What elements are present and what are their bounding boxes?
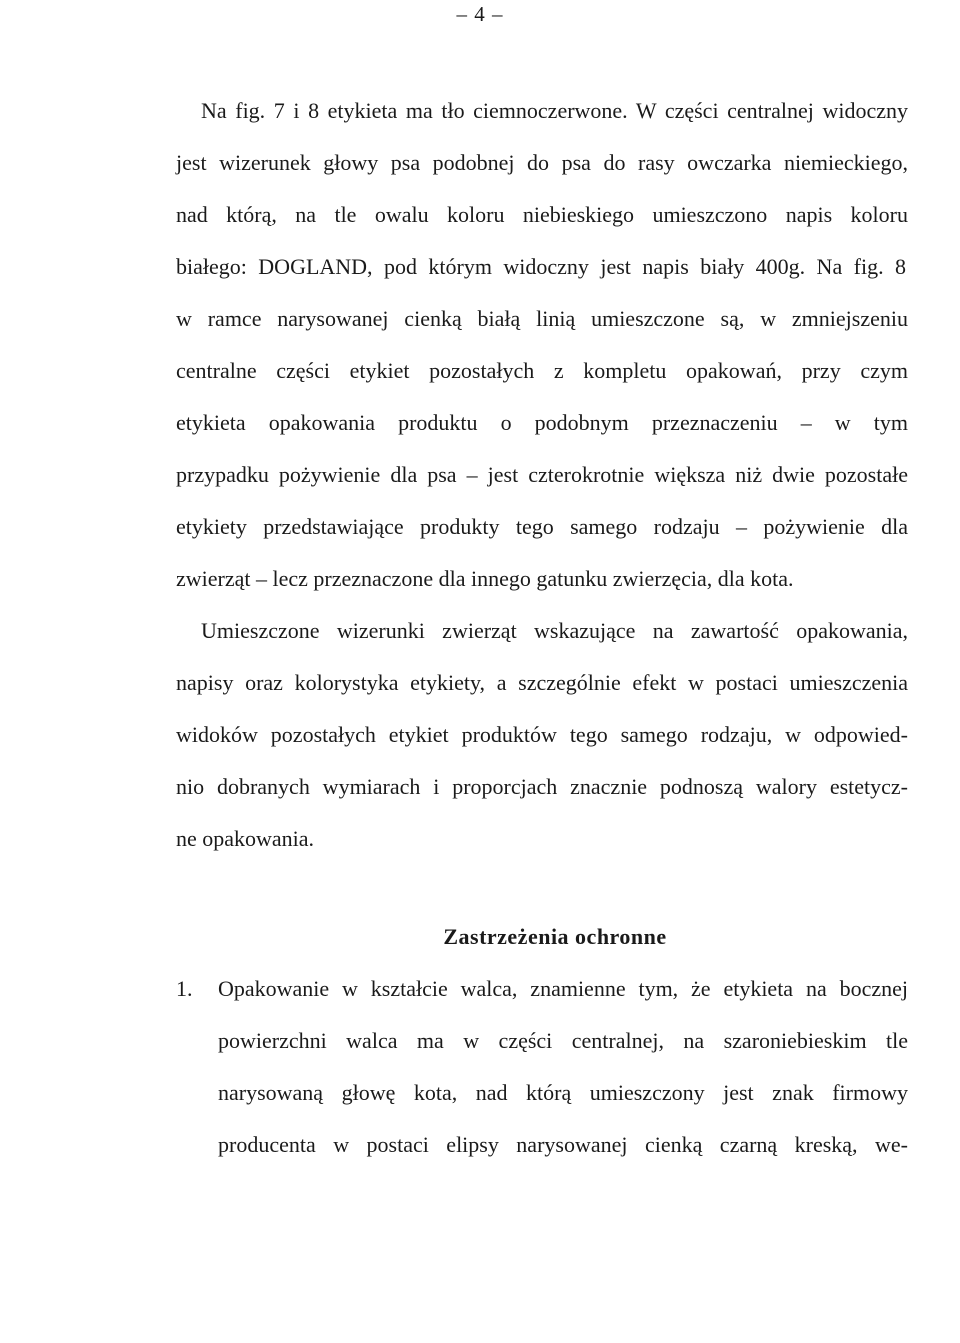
description-line: zwierząt – lecz przeznaczone dla innego gatunku zwierzęcia, dla kota.	[176, 566, 794, 591]
description-line: przypadku pożywienie dla psa – jest czterokrotnie większa niż dwie pozostałe	[176, 462, 908, 487]
description-line: jest wizerunek głowy psa podobnej do psa do rasy owczarka niemieckiego,	[176, 150, 908, 175]
claims-heading: Zastrzeżenia ochronne	[443, 924, 667, 949]
description-line: napisy oraz kolorystyka etykiety, a szczególnie efekt w postaci umieszczenia	[176, 670, 908, 695]
description-line: centralne części etykiet pozostałych z kompletu opakowań, przy czym	[176, 358, 908, 383]
claim-line: producenta w postaci elipsy narysowanej cienką czarną kreską, we-	[218, 1132, 908, 1157]
description-line: etykiety przedstawiające produkty tego samego rodzaju – pożywienie dla	[176, 514, 908, 539]
description-line: nio dobranych wymiarach i proporcjach znacznie podnoszą walory estetycz-	[176, 774, 908, 799]
claim-line: Opakowanie w kształcie walca, znamienne tym, że etykieta na bocznej	[218, 976, 908, 1001]
description-line: Umieszczone wizerunki zwierząt wskazujące na zawartość opakowania,	[201, 618, 908, 643]
description-line: ne opakowania.	[176, 826, 315, 851]
page-number: – 4 –	[456, 2, 504, 26]
claim-line: narysowaną głowę kota, nad którą umieszczony jest znak firmowy	[218, 1080, 908, 1105]
description-line: w ramce narysowanej cienką białą linią umieszczone są, w zmniejszeniu	[176, 306, 908, 331]
description-line: nad którą, na tle owalu koloru niebieskiego umieszczono napis koloru	[176, 202, 908, 227]
description-line: białego: DOGLAND, pod którym widoczny jest napis biały 400g. Na fig. 8	[176, 254, 906, 279]
claim-line: powierzchni walca ma w części centralnej, na szaroniebieskim tle	[218, 1028, 908, 1053]
description-line: etykieta opakowania produktu o podobnym przeznaczeniu – w tym	[176, 410, 908, 435]
description-line: Na fig. 7 i 8 etykieta ma tło ciemnoczerwone. W części centralnej widoczny	[201, 98, 908, 123]
claim-number: 1.	[176, 976, 193, 1001]
description-line: widoków pozostałych etykiet produktów tego samego rodzaju, w odpowied-	[176, 722, 908, 747]
